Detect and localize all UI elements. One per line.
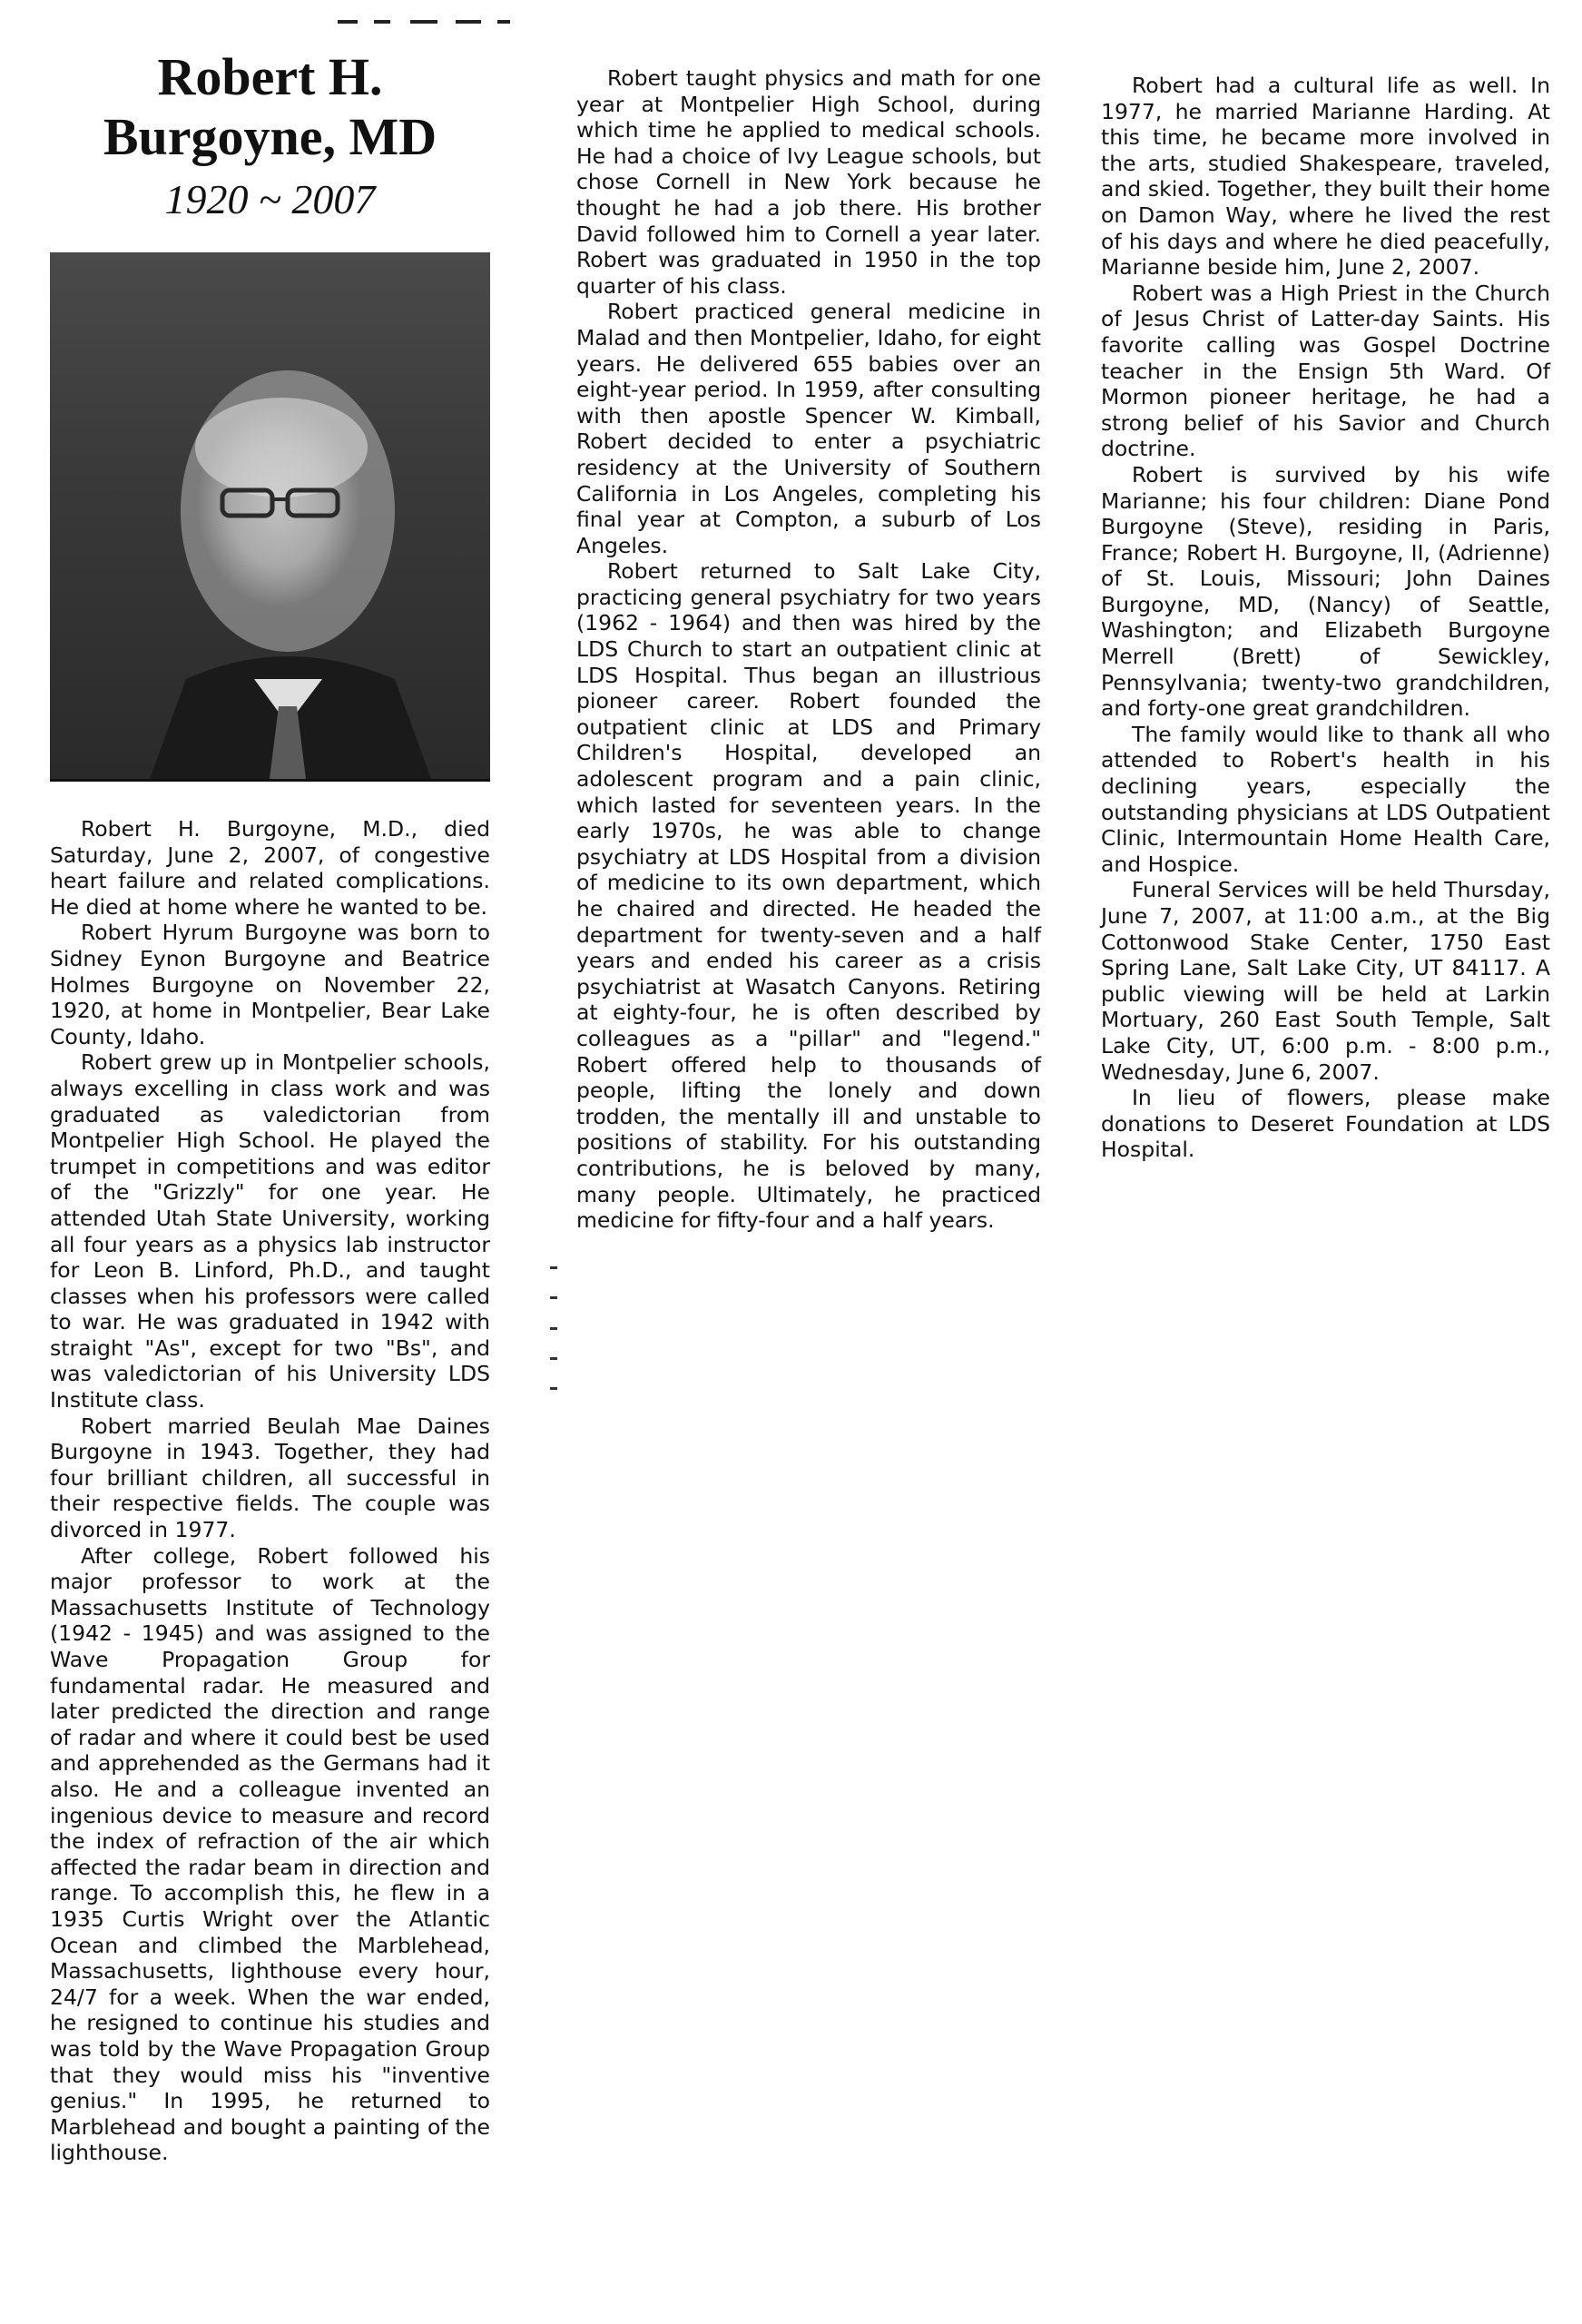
paragraph: After college, Robert followed his major professor to work at the Massachusetts Institute of Technology (1942 - 1945) and was assigned to the Wave Propagation Group for fundamental radar. He measured and later predicted the direction and range of radar and where it could best be used and apprehended as the Germans had it also. He and a colleague invented an ingenious device to measure and record the index of refraction of the air which affected the radar beam in direction and range. To accomplish this, he flew in a 1935 Curtis Wright over the Atlantic Ocean and climbed the Marblehead, Massachusetts, lighthouse every hour, 24/7 for a week. When the war ended, he resigned to continue his studies and was told by the Wave Propagation Group that they would miss his "inventive genius." In 1995, he returned to Marblehead and bought a painting of the lighthouse.	[50, 1542, 490, 2166]
life-years: 1920 ~ 2007	[164, 176, 376, 222]
margin-speck	[550, 1357, 557, 1360]
column-2	[576, 65, 1041, 1234]
paragraph: Funeral Services will be held Thursday, June 7, 2007, at 11:00 a.m., at the Big Cottonwood Stake Center, 1750 East Spring Lane, Salt Lake City, UT 84117. A public viewing will be held at Larkin Mortuary, 260 East South Temple, Salt Lake City, UT, 6:00 p.m. - 8:00 p.m., Wednesday, June 6, 2007.	[1101, 877, 1550, 1085]
margin-speck	[550, 1296, 557, 1299]
paragraph: Robert H. Burgoyne, M.D., died Saturday, June 2, 2007, of congestive heart failure and related complications. He died at home where he wanted to be.	[50, 816, 490, 920]
paragraph: Robert Hyrum Burgoyne was born to Sidney Eynon Burgoyne and Beatrice Holmes Burgoyne on November 22, 1920, at home in Montpelier, Bear Lake County, Idaho.	[50, 920, 490, 1049]
margin-speck	[550, 1266, 557, 1269]
paragraph: Robert was a High Priest in the Church of Jesus Christ of Latter-day Saints. His favorite calling was Gospel Doctrine teacher in the Ensign 5th Ward. Of Mormon pioneer heritage, he had a strong belief of his Savior and Church doctrine.	[1101, 280, 1550, 462]
margin-speck	[550, 1327, 557, 1330]
headline-name-line-1: Robert H.	[157, 47, 383, 106]
portrait-figure-icon	[50, 252, 490, 779]
column-1-text	[50, 816, 490, 2166]
paragraph: Robert grew up in Montpelier schools, always excelling in class work and was graduated as valedictorian from Montpelier High School. He played the trumpet in competitions and was editor of the "Grizzly" for one year. He attended Utah State University, working all four years as a physics lab instructor for Leon B. Linford, Ph.D., and taught classes when his professors were called to war. He was graduated in 1942 with straight "As", except for two "Bs", and was valedictorian of his University LDS Institute class.	[50, 1049, 490, 1413]
paragraph: Robert taught physics and math for one year at Montpelier High School, during which time he applied to medical schools. He had a choice of Ivy League schools, but chose Cornell in New York because he thought he had a job there. His brother David followed him to Cornell a year later. Robert was graduated in 1950 in the top quarter of his class.	[576, 65, 1041, 299]
portrait-photo	[50, 252, 490, 782]
paragraph: Robert practiced general medicine in Malad and then Montpelier, Idaho, for eight years. He delivered 655 babies over an eight-year period. In 1959, after consulting with then apostle Spencer W. Kimball, Robert decided to enter a psychiatric residency at the University of Southern California in Los Angeles, completing his final year at Compton, a suburb of Los Angeles.	[576, 299, 1041, 558]
paragraph: Robert is survived by his wife Marianne; his four children: Diane Pond Burgoyne (Steve), residing in Paris, France; Robert H. Burgoyne, II, (Adrienne) of St. Louis, Missouri; John Daines Burgoyne, MD, (Nancy) of Seattle, Washington; and Elizabeth Burgoyne Merrell (Brett) of Sewickley, Pennsylvania; twenty-two grandchildren, and forty-one great grandchildren.	[1101, 461, 1550, 722]
paragraph: Robert returned to Salt Lake City, practicing general psychiatry for two years (1962 - 1964) and then was hired by the LDS Church to start an outpatient clinic at LDS Hospital. Thus began an illustrious pioneer career. Robert founded the outpatient clinic at LDS and Primary Children's Hospital, developed an adolescent program and a pain clinic, which lasted for seventeen years. In the early 1970s, he was able to change psychiatry at LDS Hospital from a division of medicine to its own department, which he chaired and directed. He headed the department for twenty-seven and a half years and ended his career as a crisis psychiatrist at Wasatch Canyons. Retiring at eighty-four, he is often described by colleagues as a "pillar" and "legend." Robert offered help to thousands of people, lifting the lonely and down trodden, the mentally ill and unstable to positions of stability. For his outstanding contributions, he is beloved by many, many people. Ultimately, he practiced medicine for fifty-four and a half years.	[576, 558, 1041, 1234]
paragraph: In lieu of flowers, please make donations to Deseret Foundation at LDS Hospital.	[1101, 1085, 1550, 1163]
column-1	[50, 0, 490, 2166]
headline-name-line-2: Burgoyne, MD	[103, 107, 437, 166]
obituary-headline	[50, 0, 490, 167]
column-3	[1101, 73, 1550, 1163]
margin-speck	[550, 1387, 557, 1390]
paragraph: Robert married Beulah Mae Daines Burgoyne in 1943. Together, they had four brilliant children, all successful in their respective fields. The couple was divorced in 1977.	[50, 1413, 490, 1543]
paragraph: Robert had a cultural life as well. In 1977, he married Marianne Harding. At this time, he became more involved in the arts, studied Shakespeare, traveled, and skied. Together, they built their home on Damon Way, where he lived the rest of his days and where he died peacefully, Marianne beside him, June 2, 2007.	[1101, 73, 1550, 281]
paragraph: The family would like to thank all who attended to Robert's health in his declining years, especially the outstanding physicians at LDS Outpatient Clinic, Intermountain Home Health Care, and Hospice.	[1101, 721, 1550, 877]
